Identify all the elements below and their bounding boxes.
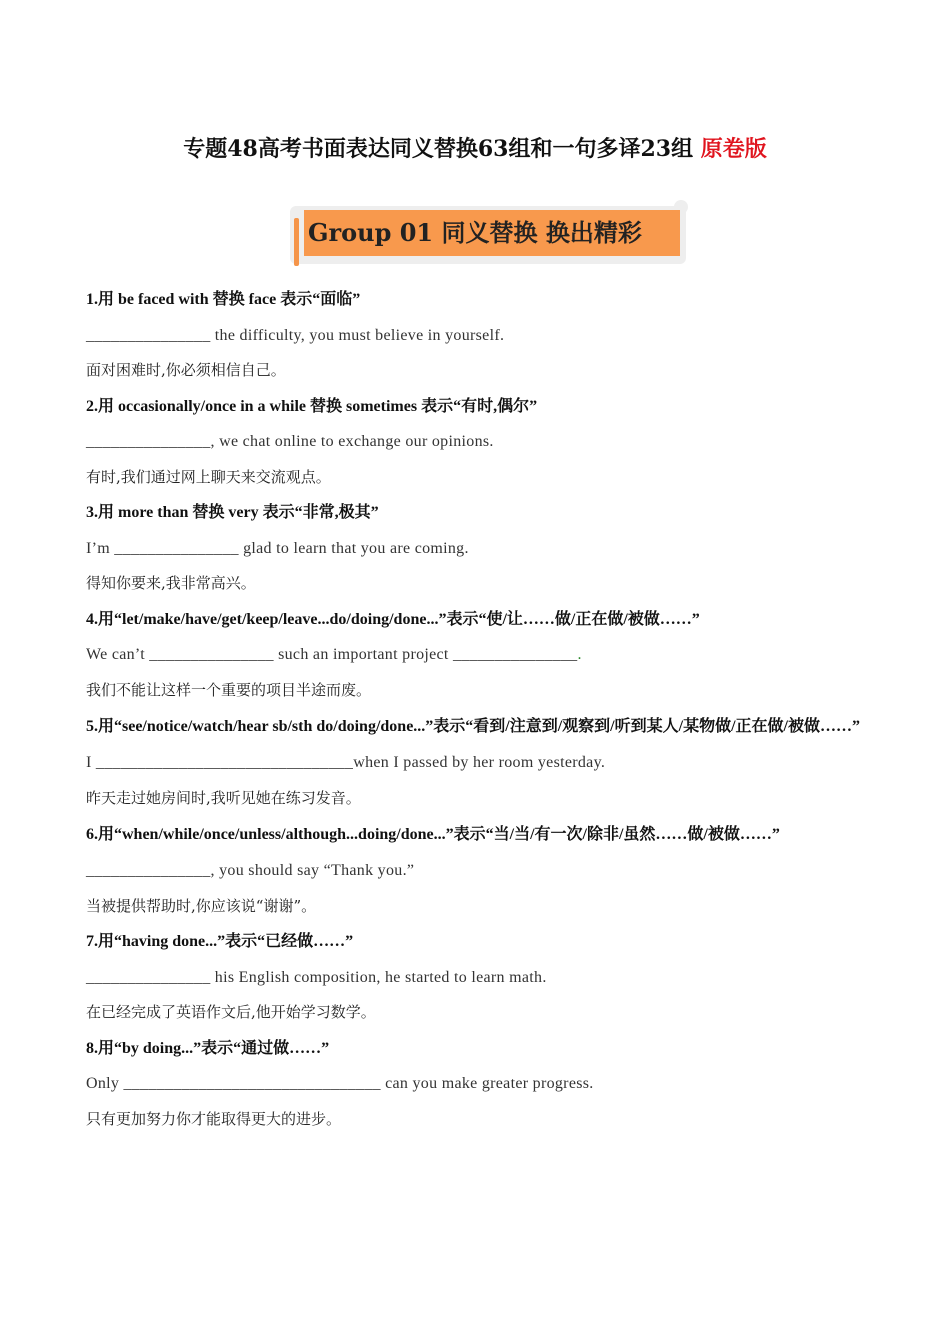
banner-accent-bar: [294, 218, 299, 266]
title-main: 专题48高考书面表达同义替换63组和一句多译23组: [183, 136, 694, 162]
title-highlight: 原卷版: [700, 136, 767, 162]
exercise-item-7: [86, 924, 866, 1031]
fill-in-sentence: _______________ his English composition, he started to learn math.: [86, 968, 547, 986]
fill-in-sentence: I _______________________________when I passed by her room yesterday.: [86, 754, 606, 771]
chinese-translation: 昨天走过她房间时,我听见她在练习发音。: [86, 788, 361, 807]
chinese-translation: 我们不能让这样一个重要的项目半途而废。: [86, 680, 372, 699]
fill-in-sentence: I’m _______________ glad to learn that you are coming.: [86, 539, 469, 557]
question-prompt: 8.用“by doing...”表示“通过做……”: [86, 1039, 330, 1057]
fill-in-tail: .: [577, 646, 582, 663]
question-prompt: 3.用 more than 替换 very 表示“非常,极其”: [86, 504, 379, 521]
fill-in-sentence: [86, 637, 866, 673]
chinese-translation: 在已经完成了英语作文后,他开始学习数学。: [86, 1003, 376, 1021]
section-banner: [288, 200, 688, 268]
question-prompt: 6.用“when/while/once/unless/although...doing/done...”表示“当/当/有一次/除非/虽然……做/被做……”: [86, 826, 780, 843]
exercise-item-6: [86, 816, 866, 924]
chinese-translation: 面对困难时,你必须相信自己。: [86, 361, 286, 379]
chinese-translation: 有时,我们通过网上聊天来交流观点。: [86, 467, 331, 486]
banner-label: Group 01 同义替换 换出精彩: [304, 210, 680, 256]
exercise-list: [86, 282, 866, 1137]
chinese-translation: 得知你要来,我非常高兴。: [86, 574, 256, 592]
exercise-item-2: [86, 389, 866, 496]
exercise-item-5: [86, 708, 866, 816]
question-prompt: 4.用“let/make/have/get/keep/leave...do/doing/done...”表示“使/让……做/正在做/被做……”: [86, 610, 700, 628]
question-prompt: 1.用 be faced with 替换 face 表示“面临”: [86, 291, 361, 308]
exercise-item-3: [86, 495, 866, 602]
question-prompt: 2.用 occasionally/once in a while 替换 sometimes 表示“有时,偶尔”: [86, 397, 538, 415]
fill-in-sentence: Only _______________________________ can you make greater progress.: [86, 1075, 594, 1092]
fill-in-text: We can’t _______________ such an important project _______________: [86, 646, 578, 663]
fill-in-sentence: _______________, we chat online to exchange our opinions.: [86, 433, 494, 450]
exercise-item-4: [86, 602, 866, 709]
exercise-item-8: [86, 1031, 866, 1138]
page-title: [0, 132, 950, 163]
fill-in-sentence: _______________, you should say “Thank you.”: [86, 862, 415, 879]
exercise-item-1: [86, 282, 866, 389]
fill-in-sentence: _______________ the difficulty, you must believe in yourself.: [86, 326, 505, 344]
question-prompt: 7.用“having done...”表示“已经做……”: [86, 933, 354, 950]
chinese-translation: 只有更加努力你才能取得更大的进步。: [86, 1109, 342, 1128]
chinese-translation: 当被提供帮助时,你应该说“谢谢”。: [86, 896, 317, 915]
question-prompt: 5.用“see/notice/watch/hear sb/sth do/doing/done...”表示“看到/注意到/观察到/听到某人/某物做/正在做/被做……”: [86, 718, 860, 735]
